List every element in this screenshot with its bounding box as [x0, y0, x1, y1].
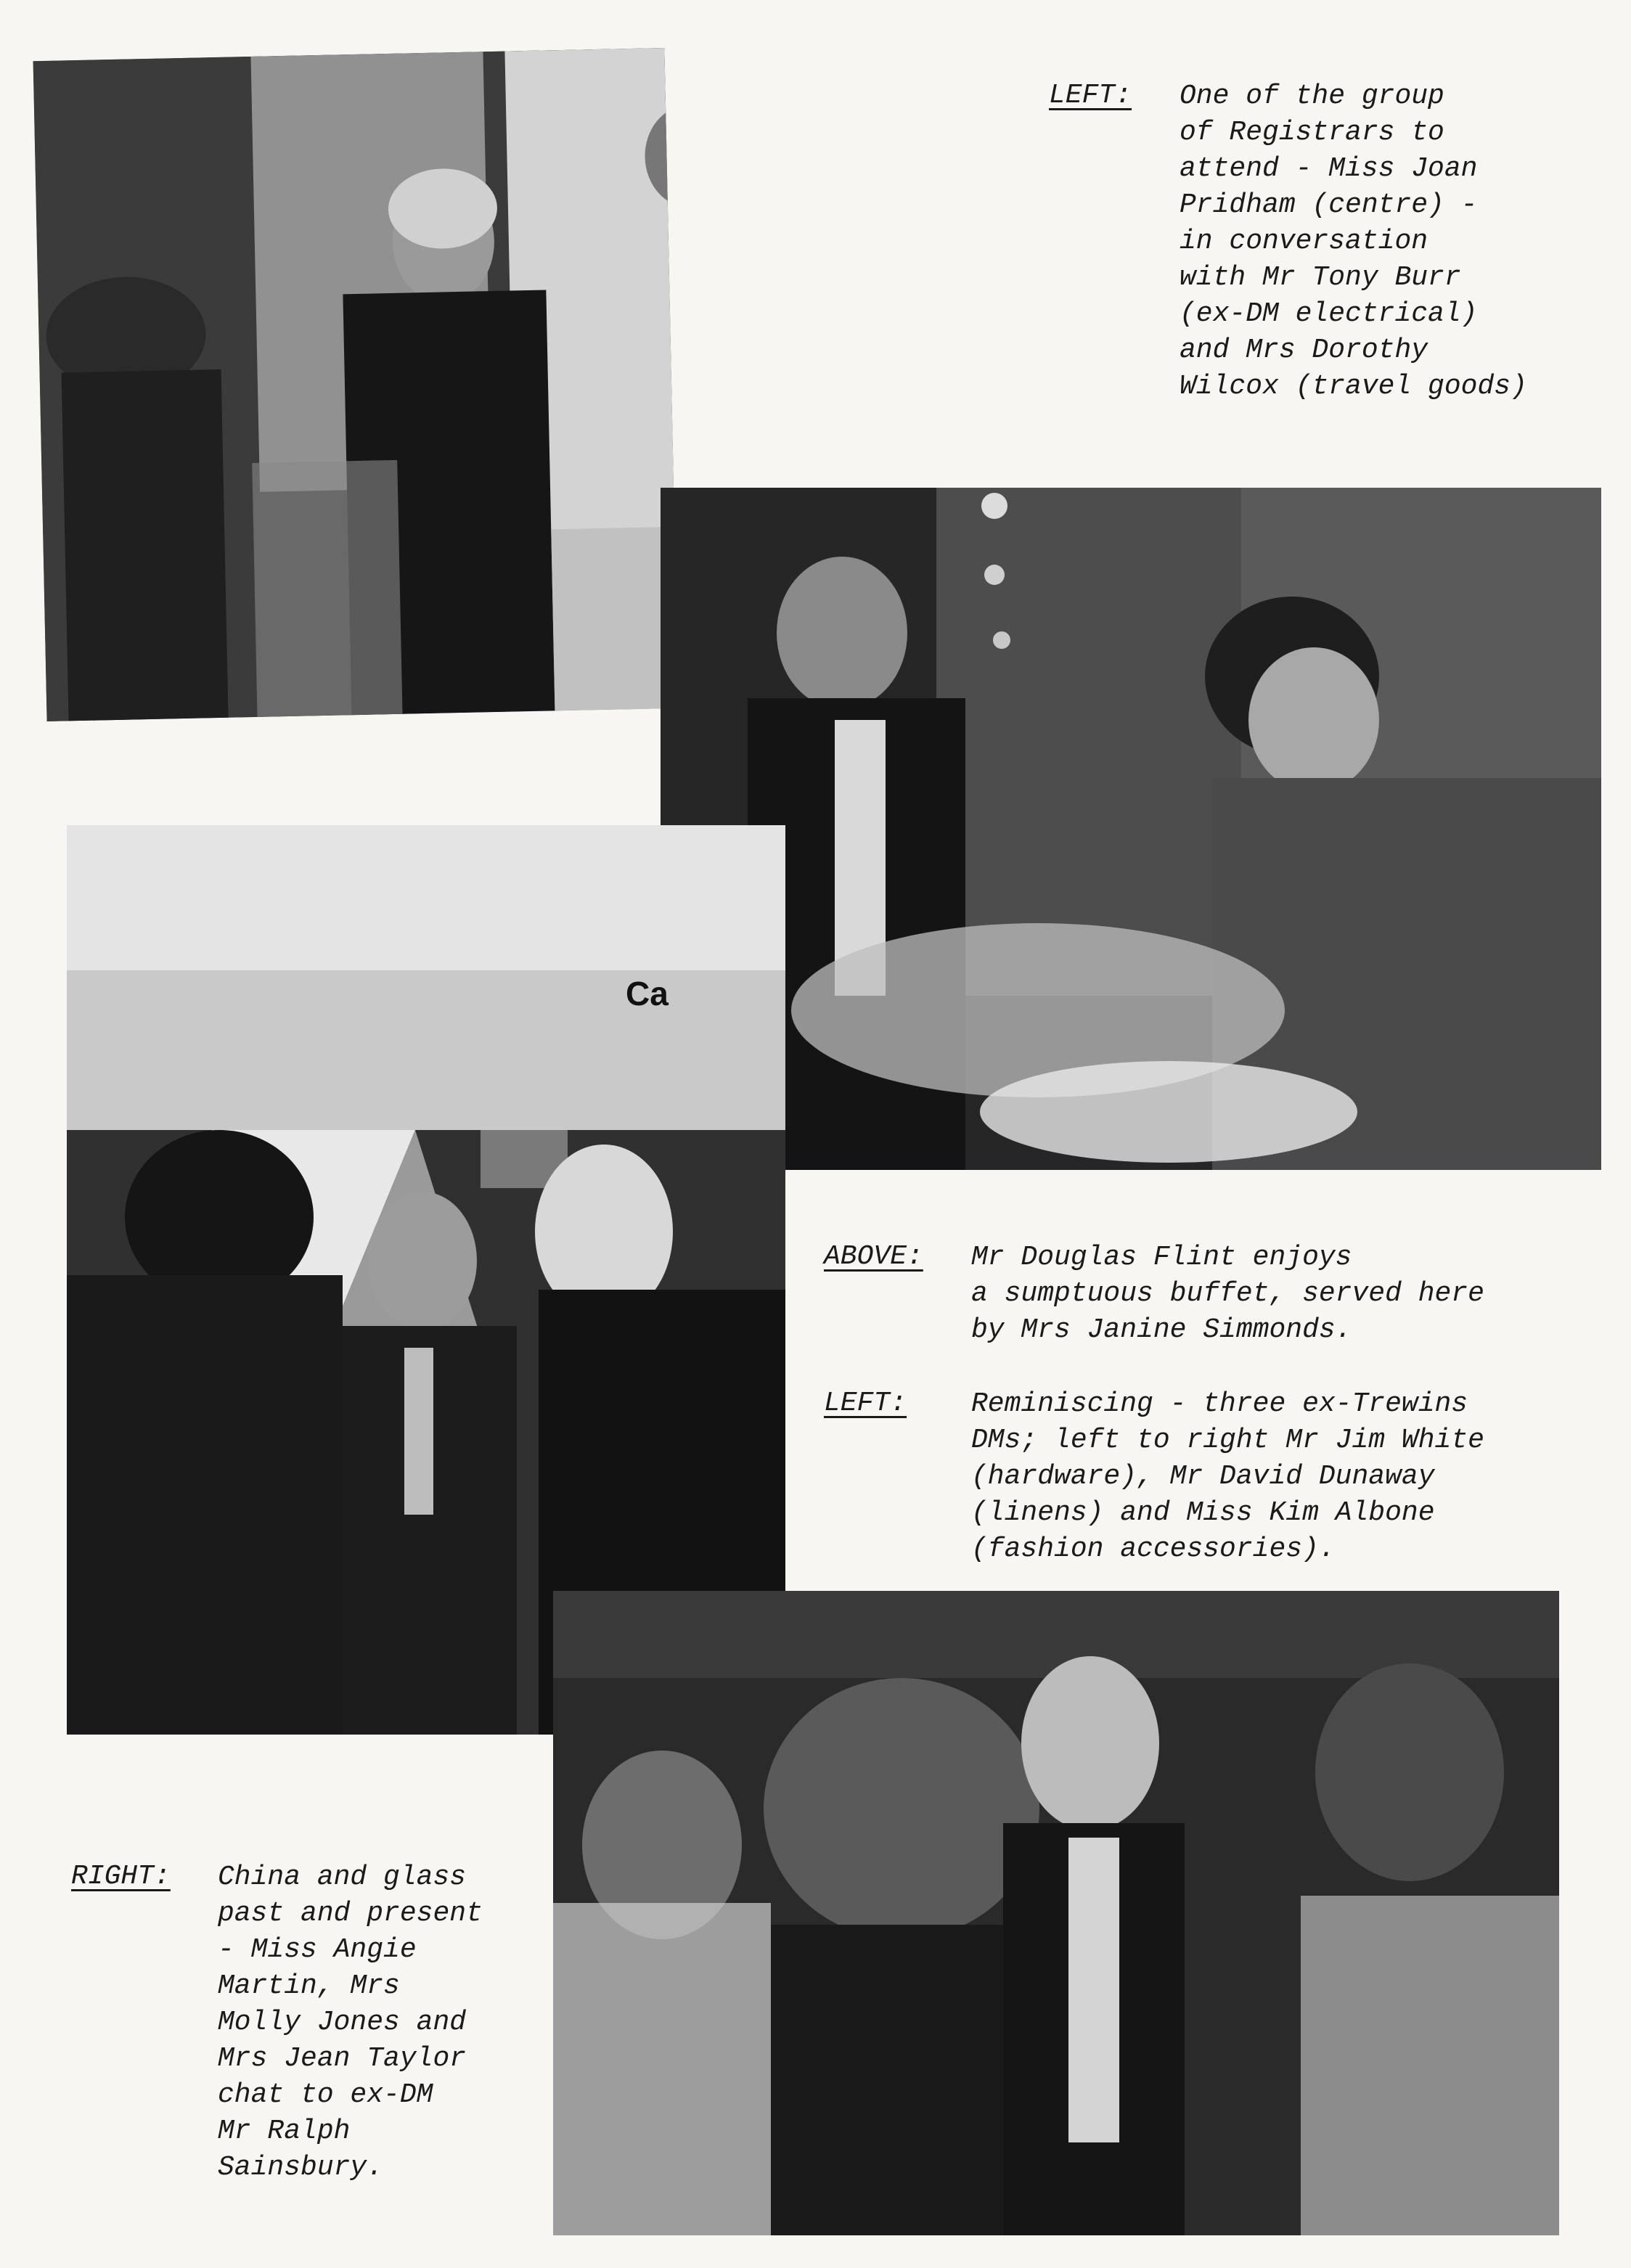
caption-label: LEFT:: [1049, 80, 1132, 111]
photo-registrars-group: [33, 48, 679, 721]
photo-china-and-glass: [553, 1591, 1559, 2235]
sign-fragment: Ca: [626, 975, 669, 1012]
caption-text: One of the group of Registrars to attend - Miss Joan Pridham (centre) - in conversation with Mr Tony Burr (ex-DM electrical) and Mrs Dorothy Wilcox (travel goods): [1180, 81, 1527, 402]
caption-label: LEFT:: [824, 1388, 907, 1419]
photo-china-glass-illustration: [553, 1591, 1559, 2235]
caption-text: China and glass past and present - Miss Angie Martin, Mrs Molly Jones and Mrs Jean Taylor chat to ex-DM Mr Ralph Sainsbury.: [218, 1862, 483, 2183]
photo-buffet-illustration: [661, 488, 1601, 1170]
caption-text: Reminiscing - three ex-Trewins DMs; left to right Mr Jim White (hardware), Mr David Dunaway (linens) and Miss Kim Albone (fashion accessories).: [971, 1388, 1484, 1565]
caption-label: ABOVE:: [824, 1241, 923, 1272]
photo-buffet: [661, 488, 1601, 1170]
caption-text: Mr Douglas Flint enjoys a sumptuous buffet, served here by Mrs Janine Simmonds.: [971, 1242, 1484, 1346]
photo-registrars-illustration: [33, 48, 679, 721]
caption-label: RIGHT:: [71, 1861, 171, 1892]
